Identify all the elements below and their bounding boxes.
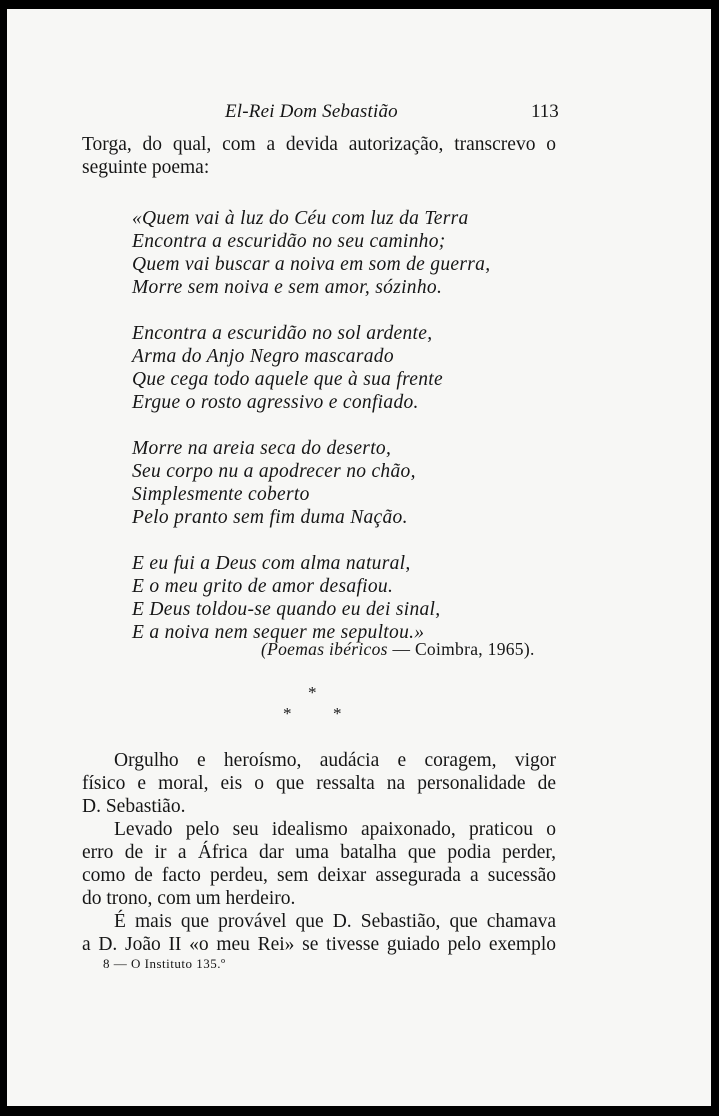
poem-verse: Seu corpo nu a apodrecer no chão,	[132, 461, 416, 482]
text-line: a D. João II «o meu Rei» se tivesse guiado pelo exemplo	[82, 934, 556, 955]
poem-verse: Quem vai buscar a noiva em som de guerra,	[132, 254, 491, 275]
poem-verse: Que cega todo aquele que à sua frente	[132, 369, 443, 390]
paragraph	[82, 749, 556, 818]
poem-verse: Encontra a escuridão no sol ardente,	[132, 323, 433, 344]
poem-stanza-3	[132, 437, 490, 529]
body-text	[82, 749, 556, 956]
page-number: 113	[531, 101, 559, 122]
poem-verse: «Quem vai à luz do Céu com luz da Terra	[132, 208, 469, 229]
printer-signature: 8 — O Instituto 135.º	[103, 956, 226, 971]
intro-paragraph	[82, 133, 556, 179]
poem-stanza-2	[132, 322, 490, 414]
poem-verse: Morre sem noiva e sem amor, sózinho.	[132, 277, 443, 298]
text-line: D. Sebastião.	[82, 796, 186, 817]
paragraph	[82, 910, 556, 956]
poem-stanza-1	[132, 207, 490, 299]
text-line: erro de ir a África dar uma batalha que podia perder,	[82, 842, 556, 863]
asterism-star: *	[283, 704, 292, 723]
poem-verse: E o meu grito de amor desafiou.	[132, 576, 394, 597]
text-line: É mais que provável que D. Sebastião, que chamava	[114, 911, 556, 932]
poem-stanza-4	[132, 552, 490, 644]
poem-verse: Morre na areia seca do deserto,	[132, 438, 392, 459]
poem-verse: Pelo pranto sem fim duma Nação.	[132, 507, 408, 528]
asterism-star: *	[333, 704, 342, 723]
running-header	[7, 101, 711, 125]
text-line: Torga, do qual, com a devida autorização, transcrevo o	[82, 134, 556, 155]
text-line: como de facto perdeu, sem deixar assegurada a sucessão	[82, 865, 556, 886]
poem-verse: E a noiva nem sequer me sepultou.»	[132, 622, 425, 643]
text-line: Levado pelo seu idealismo apaixonado, praticou o	[114, 819, 556, 840]
poem-verse: E Deus toldou-se quando eu dei sinal,	[132, 599, 441, 620]
citation-source: — Coimbra, 1965).	[387, 639, 535, 659]
poem-citation	[261, 639, 535, 660]
book-page	[7, 9, 711, 1106]
text-line: seguinte poema:	[82, 157, 210, 178]
text-line: do trono, com um herdeiro.	[82, 888, 296, 909]
poem-verse: Encontra a escuridão no seu caminho;	[132, 231, 446, 252]
poem-verse: Ergue o rosto agressivo e confiado.	[132, 392, 419, 413]
asterism-star: *	[308, 683, 317, 702]
citation-work-title: (Poemas ibéricos	[261, 639, 388, 659]
poem-verse: Arma do Anjo Negro mascarado	[132, 346, 394, 367]
running-title: El-Rei Dom Sebastião	[225, 101, 398, 122]
poem-verse: E eu fui a Deus com alma natural,	[132, 553, 411, 574]
paragraph	[82, 818, 556, 910]
section-break-asterism	[277, 683, 347, 723]
text-line: Orgulho e heroísmo, audácia e coragem, vigor	[114, 750, 556, 771]
text-line: físico e moral, eis o que ressalta na personalidade de	[82, 773, 556, 794]
poem	[132, 207, 490, 667]
poem-verse: Simplesmente coberto	[132, 484, 310, 505]
